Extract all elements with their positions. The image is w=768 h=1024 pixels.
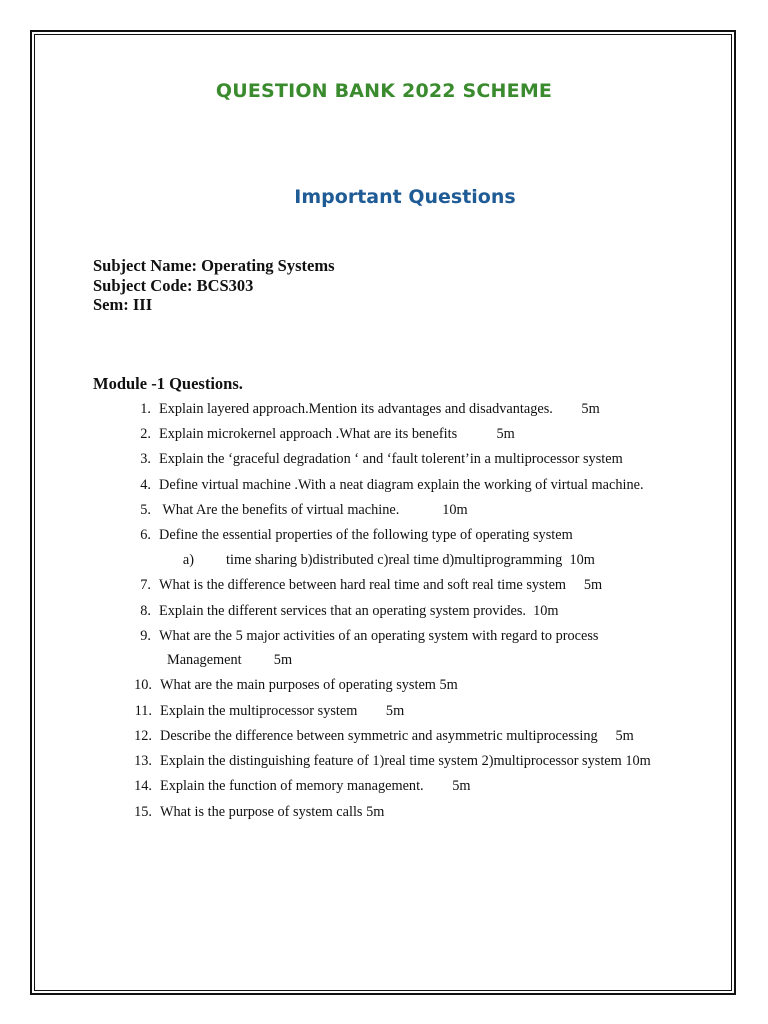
question-item: 1. Explain layered approach.Mention its advantages and disadvantages. 5m <box>140 401 600 417</box>
question-item: 13. Explain the distinguishing feature of 1)real time system 2)multiprocessor system 10m <box>134 753 651 769</box>
question-item: 8. Explain the different services that an operating system provides. 10m <box>140 603 559 619</box>
question-item: 7. What is the difference between hard real time and soft real time system 5m <box>140 577 603 593</box>
page-subtitle: Important Questions <box>294 186 516 208</box>
subject-code: Subject Code: BCS303 <box>93 275 254 295</box>
question-item: 4. Define virtual machine .With a neat diagram explain the working of virtual machine. <box>140 477 644 493</box>
question-item: 2. Explain microkernel approach .What are its benefits 5m <box>140 426 515 442</box>
semester: Sem: III <box>93 295 153 314</box>
question-subitem: a) time sharing b)distributed c)real time d)multiprogramming 10m <box>182 552 595 568</box>
question-item: 11. Explain the multiprocessor system 5m <box>134 703 405 719</box>
subject-info <box>93 256 335 315</box>
question-item: 9. What are the 5 major activities of an operating system with regard to process <box>140 628 599 644</box>
question-item: 15. What is the purpose of system calls 5m <box>134 804 385 820</box>
question-item: 6. Define the essential properties of the following type of operating system <box>140 527 573 543</box>
page-title: QUESTION BANK 2022 SCHEME <box>215 80 553 102</box>
question-item: 3. Explain the ‘graceful degradation ‘ and ‘fault tolerent’in a multiprocessor system <box>140 451 623 467</box>
module-heading: Module -1 Questions. <box>93 374 243 393</box>
question-item: 10. What are the main purposes of operating system 5m <box>134 677 458 693</box>
question-item: 12. Describe the difference between symmetric and asymmetric multiprocessing 5m <box>134 728 634 744</box>
question-item: 5. What Are the benefits of virtual machine. 10m <box>140 502 468 518</box>
subject-name: Subject Name: Operating Systems <box>93 256 335 275</box>
question-item: 14. Explain the function of memory management. 5m <box>134 778 471 794</box>
question-continuation: Management 5m <box>167 652 293 668</box>
